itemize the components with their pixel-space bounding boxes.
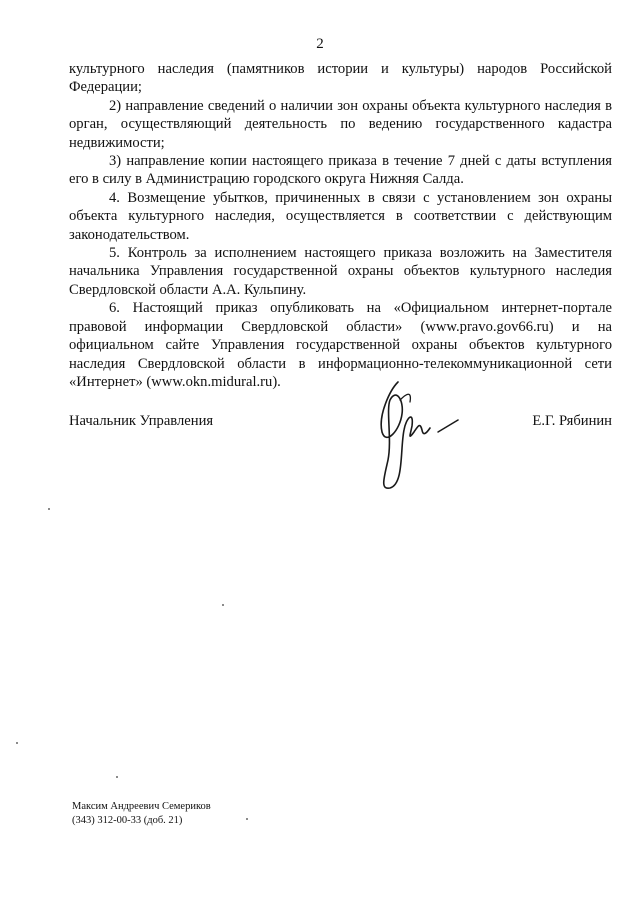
executor-phone: (343) 312-00-33 (доб. 21): [72, 815, 183, 826]
handwritten-signature: [360, 370, 470, 500]
paragraph-continuation: культурного наследия (памятников истории и культуры) народов Российской Федерации;: [69, 61, 612, 96]
executor-footer: [72, 800, 211, 828]
paragraph-section-4: 4. Возмещение убытков, причиненных в связи с установлением зон охраны объекта культурного наследия, осуществляется в соответствии с действующим законодательством.: [69, 189, 612, 243]
signatory-name: Е.Г. Рябинин: [532, 413, 612, 429]
paragraph-item-2: 2) направление сведений о наличии зон охраны объекта культурного наследия в орган, осуществляющий деятельность по ведению государственного кадастра недвижимости;: [69, 97, 612, 151]
executor-name: Максим Андреевич Семериков: [72, 801, 211, 812]
paragraph-section-6: 6. Настоящий приказ опубликовать на «Официальном интернет-портале правовой информации Свердловской области» (www.pravo.gov66.ru) и на официальном сайте Управления государственной охраны объектов культурного наследия Свердловской области в информационно-телекоммуникационной сети «Интернет» (www.okn.midural.ru).: [69, 300, 612, 390]
signatory-title: Начальник Управления: [69, 413, 214, 429]
page-number: 2: [316, 36, 324, 52]
scan-speck: [116, 776, 118, 778]
scan-speck: [222, 604, 224, 606]
paragraph-item-3: 3) направление копии настоящего приказа в течение 7 дней с даты вступления его в силу в Администрацию городского округа Нижняя Салда.: [69, 153, 612, 188]
scan-speck: [48, 508, 50, 510]
scan-speck: [246, 818, 248, 820]
paragraph-section-5: 5. Контроль за исполнением настоящего приказа возложить на Заместителя начальника Управления государственной охраны объектов культурного наследия Свердловской области А.А. Кульпину.: [69, 245, 612, 298]
document-body: [69, 60, 612, 391]
scan-speck: [16, 742, 18, 744]
